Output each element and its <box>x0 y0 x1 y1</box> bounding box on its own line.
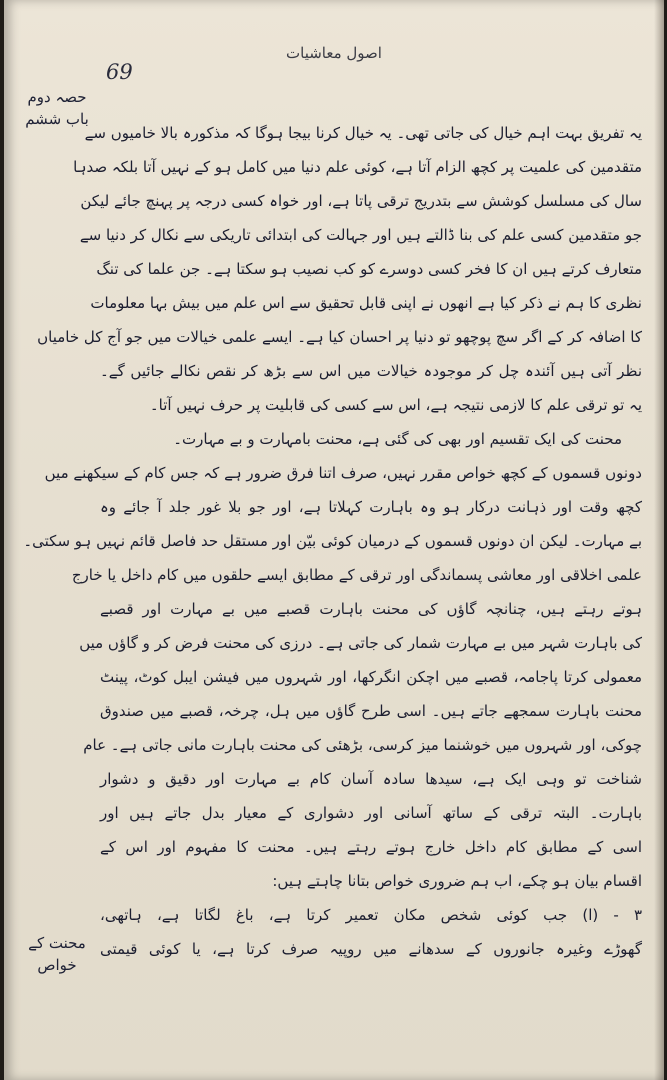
text-line: گھوڑے وغیرہ جانوروں کے سدھانے میں روپیہ صرف کرتا ہے، یا کوئی قیمتی <box>100 940 642 958</box>
text-line: اقسام بیان ہو چکے، اب ہم ضروری خواص بتانا چاہتے ہیں: <box>272 872 642 890</box>
page-edge-shadow <box>654 0 664 1080</box>
text-line: کی باہارت شہر میں بے مہارت شمار کی جاتی ہے۔ درزی کی محنت فرض کر و گاؤں میں <box>79 634 642 652</box>
text-line: باہارت۔ البتہ ترقی کے ساتھ آسانی اور دشواری کے معیار بدل جاتے ہیں اور <box>100 804 642 822</box>
text-line: محنت کی ایک تقسیم اور بھی کی گئی ہے، محنت بامہارت و بے مہارت۔ <box>173 430 622 448</box>
text-line: چوکی، اور شہروں میں خوشنما میز کرسی، بڑھئی کی محنت باہارت مانی جاتی ہے۔ عام <box>83 736 642 754</box>
text-line: نظر آتی ہیں آئندہ چل کر موجودہ خیالات میں اس سے بڑھ کر نقص نکالے جائیں گے۔ <box>100 362 642 380</box>
text-line: یہ تو ترقی علم کا لازمی نتیجہ ہے، اس سے کسی کی قابلیت پر حرف نہیں آتا۔ <box>149 396 642 414</box>
margin-note-topic-line-2: خواص <box>37 956 77 974</box>
text-line: ہوتے رہتے ہیں، چنانچہ گاؤں کی محنت باہارت قصبے میں بے مہارت اور قصبے <box>100 600 642 618</box>
book-page <box>4 0 664 1080</box>
margin-note-topic <box>18 932 96 976</box>
text-line: محنت باہارت سمجھے جاتے ہیں۔ اسی طرح گاؤں میں ہل، چرخہ، قصبے میں صندوق <box>100 702 642 720</box>
text-line: علمی اخلاقی اور معاشی پسماندگی اور ترقی کے مطابق ایسے حلقوں میں کام داخل یا خارج <box>71 566 642 584</box>
text-line: جو متقدمین کسی علم کی بنا ڈالتے ہیں اور جہالت کی ابتدائی تاریکی سے نکال کر دنیا سے <box>79 226 642 244</box>
text-line: بے مہارت۔ لیکن ان دونوں قسموں کے درمیان کوئی بیّن اور مستقل حد فاصل قائم نہیں ہو سکتی۔ <box>23 532 642 550</box>
text-line: شناخت تو وہی ایک ہے، سیدھا سادہ آسان کام بے مہارت اور دقیق و دشوار <box>100 770 642 788</box>
text-line: نظری کا ہم نے ذکر کیا ہے انھوں نے اپنی قابل تحقیق سے اس علم میں بیش بہا معلومات <box>90 294 642 312</box>
text-line: کا اضافہ کر کے اگر سچ پوچھو تو دنیا پر احسان کیا ہے۔ ایسے علمی خیالات میں جو آج کل خامیاں <box>37 328 642 346</box>
text-line: دونوں قسموں کے کچھ خواص مقرر نہیں، صرف اتنا فرق ضرور ہے کہ جس کام کے سیکھنے میں <box>44 464 642 482</box>
page-number: 69 <box>106 60 133 84</box>
text-line: سال کی مسلسل کوشش سے بتدریج ترقی پاتا ہے، اور خواہ کسی درجہ پر پہنچ جائے لیکن <box>80 192 642 210</box>
margin-note-part: حصہ دوم <box>27 88 87 106</box>
text-line: معمولی کرتا پاجامہ، قصبے میں اچکن انگرکھا، اور شہروں میں فیشن ایبل کوٹ، پینٹ <box>100 668 642 686</box>
margin-note-chapter: باب ششم <box>25 110 89 128</box>
text-line: یہ تفریق بہت اہم خیال کی جاتی تھی۔ یہ خیال کرنا بیجا ہوگا کہ مذکورہ بالا خامیوں سے <box>84 124 642 142</box>
running-head: اصول معاشیات <box>286 44 382 62</box>
text-line: کچھ وقت اور ذہانت درکار ہو وہ باہارت کہلاتا ہے، اور جو بلا غور جلد آ جائے وہ <box>100 498 642 516</box>
text-line: ۳ - (ا) جب کوئی شخص مکان تعمیر کرتا ہے، باغ لگاتا ہے، ہاتھی، <box>100 906 642 924</box>
margin-note-topic-line-1: محنت کے <box>28 934 86 952</box>
text-line: متعارف کرتے ہیں ان کا فخر کسی دوسرے کو کب نصیب ہو سکتا ہے۔ جن علما کی تنگ <box>96 260 642 278</box>
text-line: متقدمین کی علمیت پر کچھ الزام آتا ہے، کوئی علم دنیا میں کامل ہو کے نہیں آتا بلکہ صدہا <box>73 158 642 176</box>
text-line: اسی کے مطابق کام داخل خارج ہوتے رہتے ہیں۔ محنت کا مفہوم اور اس کے <box>100 838 642 856</box>
